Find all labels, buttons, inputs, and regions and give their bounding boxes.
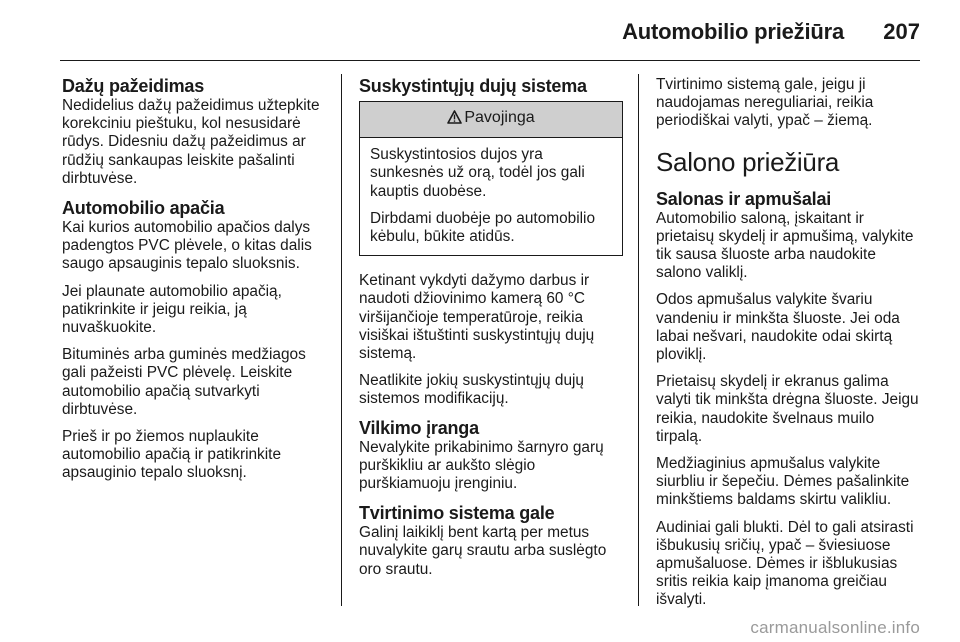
header-title: Automobilio priežiūra	[622, 19, 844, 44]
column-divider-1	[341, 74, 342, 606]
section-heading: Dažų pažeidimas	[62, 76, 205, 96]
header-divider	[60, 60, 920, 61]
section-heading: Salonas ir apmušalai	[656, 188, 832, 209]
paragraph: Audiniai gali blukti. Dėl to gali atsirasti išbukusių sričių, ypač – šviesiuose apmušaluose. Dėmes ir išblukusias sritis reikia kaip įmanoma greičiau išvalyti.	[656, 518, 914, 609]
paragraph: Kai kurios automobilio apačios dalys padengtos PVC plėvele, o kitas dalis saugo apsauginis tepalo sluoksnis.	[62, 219, 312, 273]
paragraph: Jei plaunate automobilio apačią, patikrinkite ir jeigu reikia, ją nuvaškuokite.	[62, 282, 282, 337]
paragraph: Neatlikite jokių suskystintųjų dujų sistemos modifikacijų.	[359, 372, 584, 408]
column-2	[359, 76, 625, 589]
paragraph: Nevalykite prikabinimo šarnyro garų purškikliu ar aukšto slėgio purškiamuoju įrenginiu.	[359, 438, 604, 493]
section-underbody	[62, 198, 328, 483]
section-heading: Automobilio apačia	[62, 198, 225, 219]
watermark: carmanualsonline.info	[750, 618, 920, 637]
paragraph: Prietaisų skydelį ir ekranus galima valyti tik minkšta drėgna šluoste. Jeigu reikia, naudokite švelnaus muilo tirpalą.	[656, 373, 919, 445]
warning-header	[360, 102, 622, 138]
section-heading: Suskystintųjų dujų sistema	[359, 76, 587, 96]
column-1	[62, 76, 328, 493]
section-towing-equipment	[359, 418, 625, 494]
section-rear-carrier	[359, 503, 625, 579]
paragraph: Galinį laikiklį bent kartą per metus nuvalykite garų srautu arba suslėgto oro srautu.	[359, 524, 607, 578]
main-heading: Salono priežiūra	[656, 146, 840, 177]
paragraph: Automobilio saloną, įskaitant ir prietaisų skydelį ir apmušimą, valykite tik sausa šluoste arba naudokite salono valiklį.	[656, 209, 914, 282]
paragraph: Ketinant vykdyti dažymo darbus ir naudoti džiovinimo kamerą 60 °C viršijančioje temperatūroje, reikia visiškai ištuštinti suskystintųjų dujų sistemą.	[359, 272, 595, 363]
paragraph: Tvirtinimo sistemą gale, jeigu ji naudojamas nereguliariai, reikia periodiškai valyti, ypač – žiemą.	[656, 76, 874, 130]
paragraph: Medžiaginius apmušalus valykite siurbliu ir šepečiu. Dėmes pašalinkite minkštiems baldams skirtu valikliu.	[656, 455, 910, 509]
paragraph: Prieš ir po žiemos nuplaukite automobilio apačią ir patikrinkite apsauginio tepalo sluoksnį.	[62, 428, 282, 482]
paragraph: Nedidelius dažų pažeidimus užtepkite korekciniu pieštuku, kol nesusidarė rūdys. Didesniu dažų pažeidimus ar rūdžių sankaupas leiskite pašalinti dirbtuvėse.	[62, 97, 320, 187]
warning-body	[360, 138, 622, 246]
page-number: 207	[883, 19, 920, 44]
paragraph: Dirbdami duobėje po automobilio kėbulu, būkite atidūs.	[370, 209, 596, 246]
paragraph: Odos apmušalus valykite švariu vandeniu ir minkšta šluoste. Jei oda labai nešvari, naudokite odai skirtą ploviklį.	[656, 291, 900, 364]
warning-box	[359, 101, 623, 256]
section-heading: Vilkimo įranga	[359, 417, 479, 438]
section-paint-damage	[62, 76, 328, 188]
page-header	[0, 0, 960, 62]
section-heading: Tvirtinimo sistema gale	[359, 503, 555, 524]
column-3	[656, 76, 924, 619]
paragraph: Suskystintosios dujos yra sunkesnės už orą, todėl jos gali kauptis duobėse.	[370, 146, 585, 200]
warning-triangle-icon	[447, 110, 462, 129]
column-divider-2	[638, 74, 639, 606]
paragraph: Bituminės arba guminės medžiagos gali pažeisti PVC plėvelę. Leiskite automobilio apačią sutvarkyti dirbtuvėse.	[62, 346, 306, 418]
warning-title: Pavojinga	[464, 109, 535, 126]
